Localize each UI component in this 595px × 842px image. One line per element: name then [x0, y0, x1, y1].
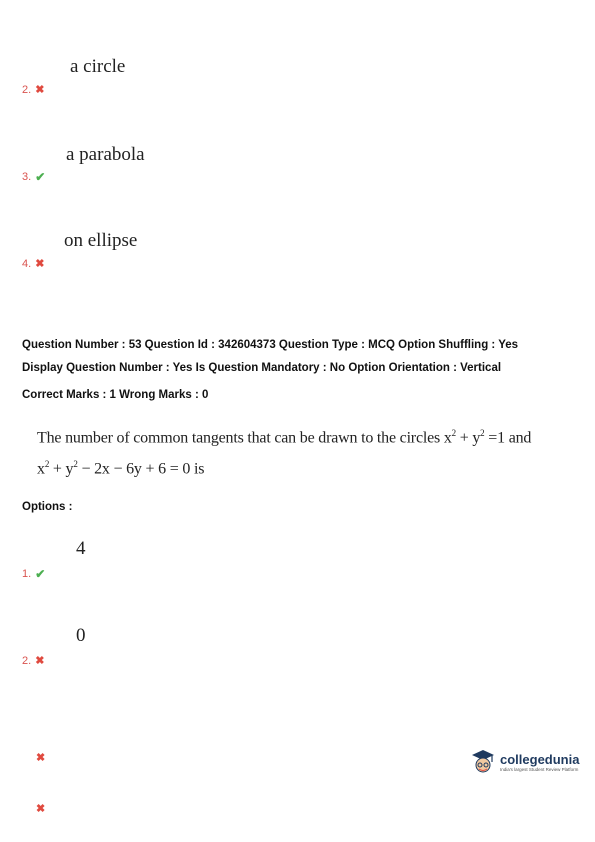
superscript: 2 [480, 428, 485, 438]
option-number: 2. [22, 84, 32, 96]
option-2-indicator [22, 655, 44, 667]
question-meta-line-2: Display Question Number : Yes Is Question Mandatory : No Option Orientation : Vertical [22, 362, 502, 374]
logo-title: collegedunia [500, 752, 580, 767]
option-3-indicator [22, 171, 45, 183]
option-1-indicator [22, 568, 45, 580]
option-number: 2. [22, 655, 32, 667]
option-number: 3. [22, 171, 32, 183]
logo-text [500, 752, 579, 772]
question-text-segment: x [37, 460, 45, 478]
option-text-circle: a circle [70, 56, 126, 77]
question-text-line-1 [37, 428, 531, 447]
option-2-indicator [22, 84, 44, 96]
check-icon: ✔ [35, 170, 46, 184]
cross-icon: ✖ [35, 654, 45, 667]
cross-icon: ✖ [36, 803, 46, 815]
question-text-segment: + y [455, 429, 481, 447]
option-4-indicator [22, 258, 44, 270]
options-label: Options : [22, 501, 73, 513]
option-4-indicator [36, 799, 45, 817]
question-text-segment: The number of common tangents that can be drawn to the circles x [37, 429, 452, 447]
option-text-2: 0 [76, 625, 86, 646]
graduate-icon [470, 748, 496, 776]
question-text-line-2 [37, 459, 204, 478]
cross-icon: ✖ [36, 752, 46, 764]
option-number: 1. [22, 568, 32, 580]
question-text-segment: − 2x − 6y + 6 = 0 is [77, 460, 205, 478]
superscript: 2 [44, 459, 50, 469]
logo-tagline: India's largest Student Review Platform [500, 767, 579, 772]
option-number: 4. [22, 258, 32, 270]
option-3-indicator [36, 748, 45, 766]
option-text-parabola: a parabola [66, 144, 145, 165]
collegedunia-logo [470, 748, 579, 776]
option-text-ellipse: on ellipse [64, 230, 138, 251]
superscript: 2 [73, 459, 78, 469]
superscript: 2 [451, 428, 456, 438]
option-text-1: 4 [76, 538, 86, 559]
cross-icon: ✖ [35, 83, 45, 96]
question-text-segment: + y [49, 460, 74, 478]
cross-icon: ✖ [35, 257, 45, 270]
question-text-segment: =1 and [484, 429, 532, 447]
check-icon: ✔ [35, 567, 46, 581]
question-meta-line-1: Question Number : 53 Question Id : 342604373 Question Type : MCQ Option Shuffling : Yes [22, 339, 519, 351]
question-meta-line-3: Correct Marks : 1 Wrong Marks : 0 [22, 389, 209, 401]
